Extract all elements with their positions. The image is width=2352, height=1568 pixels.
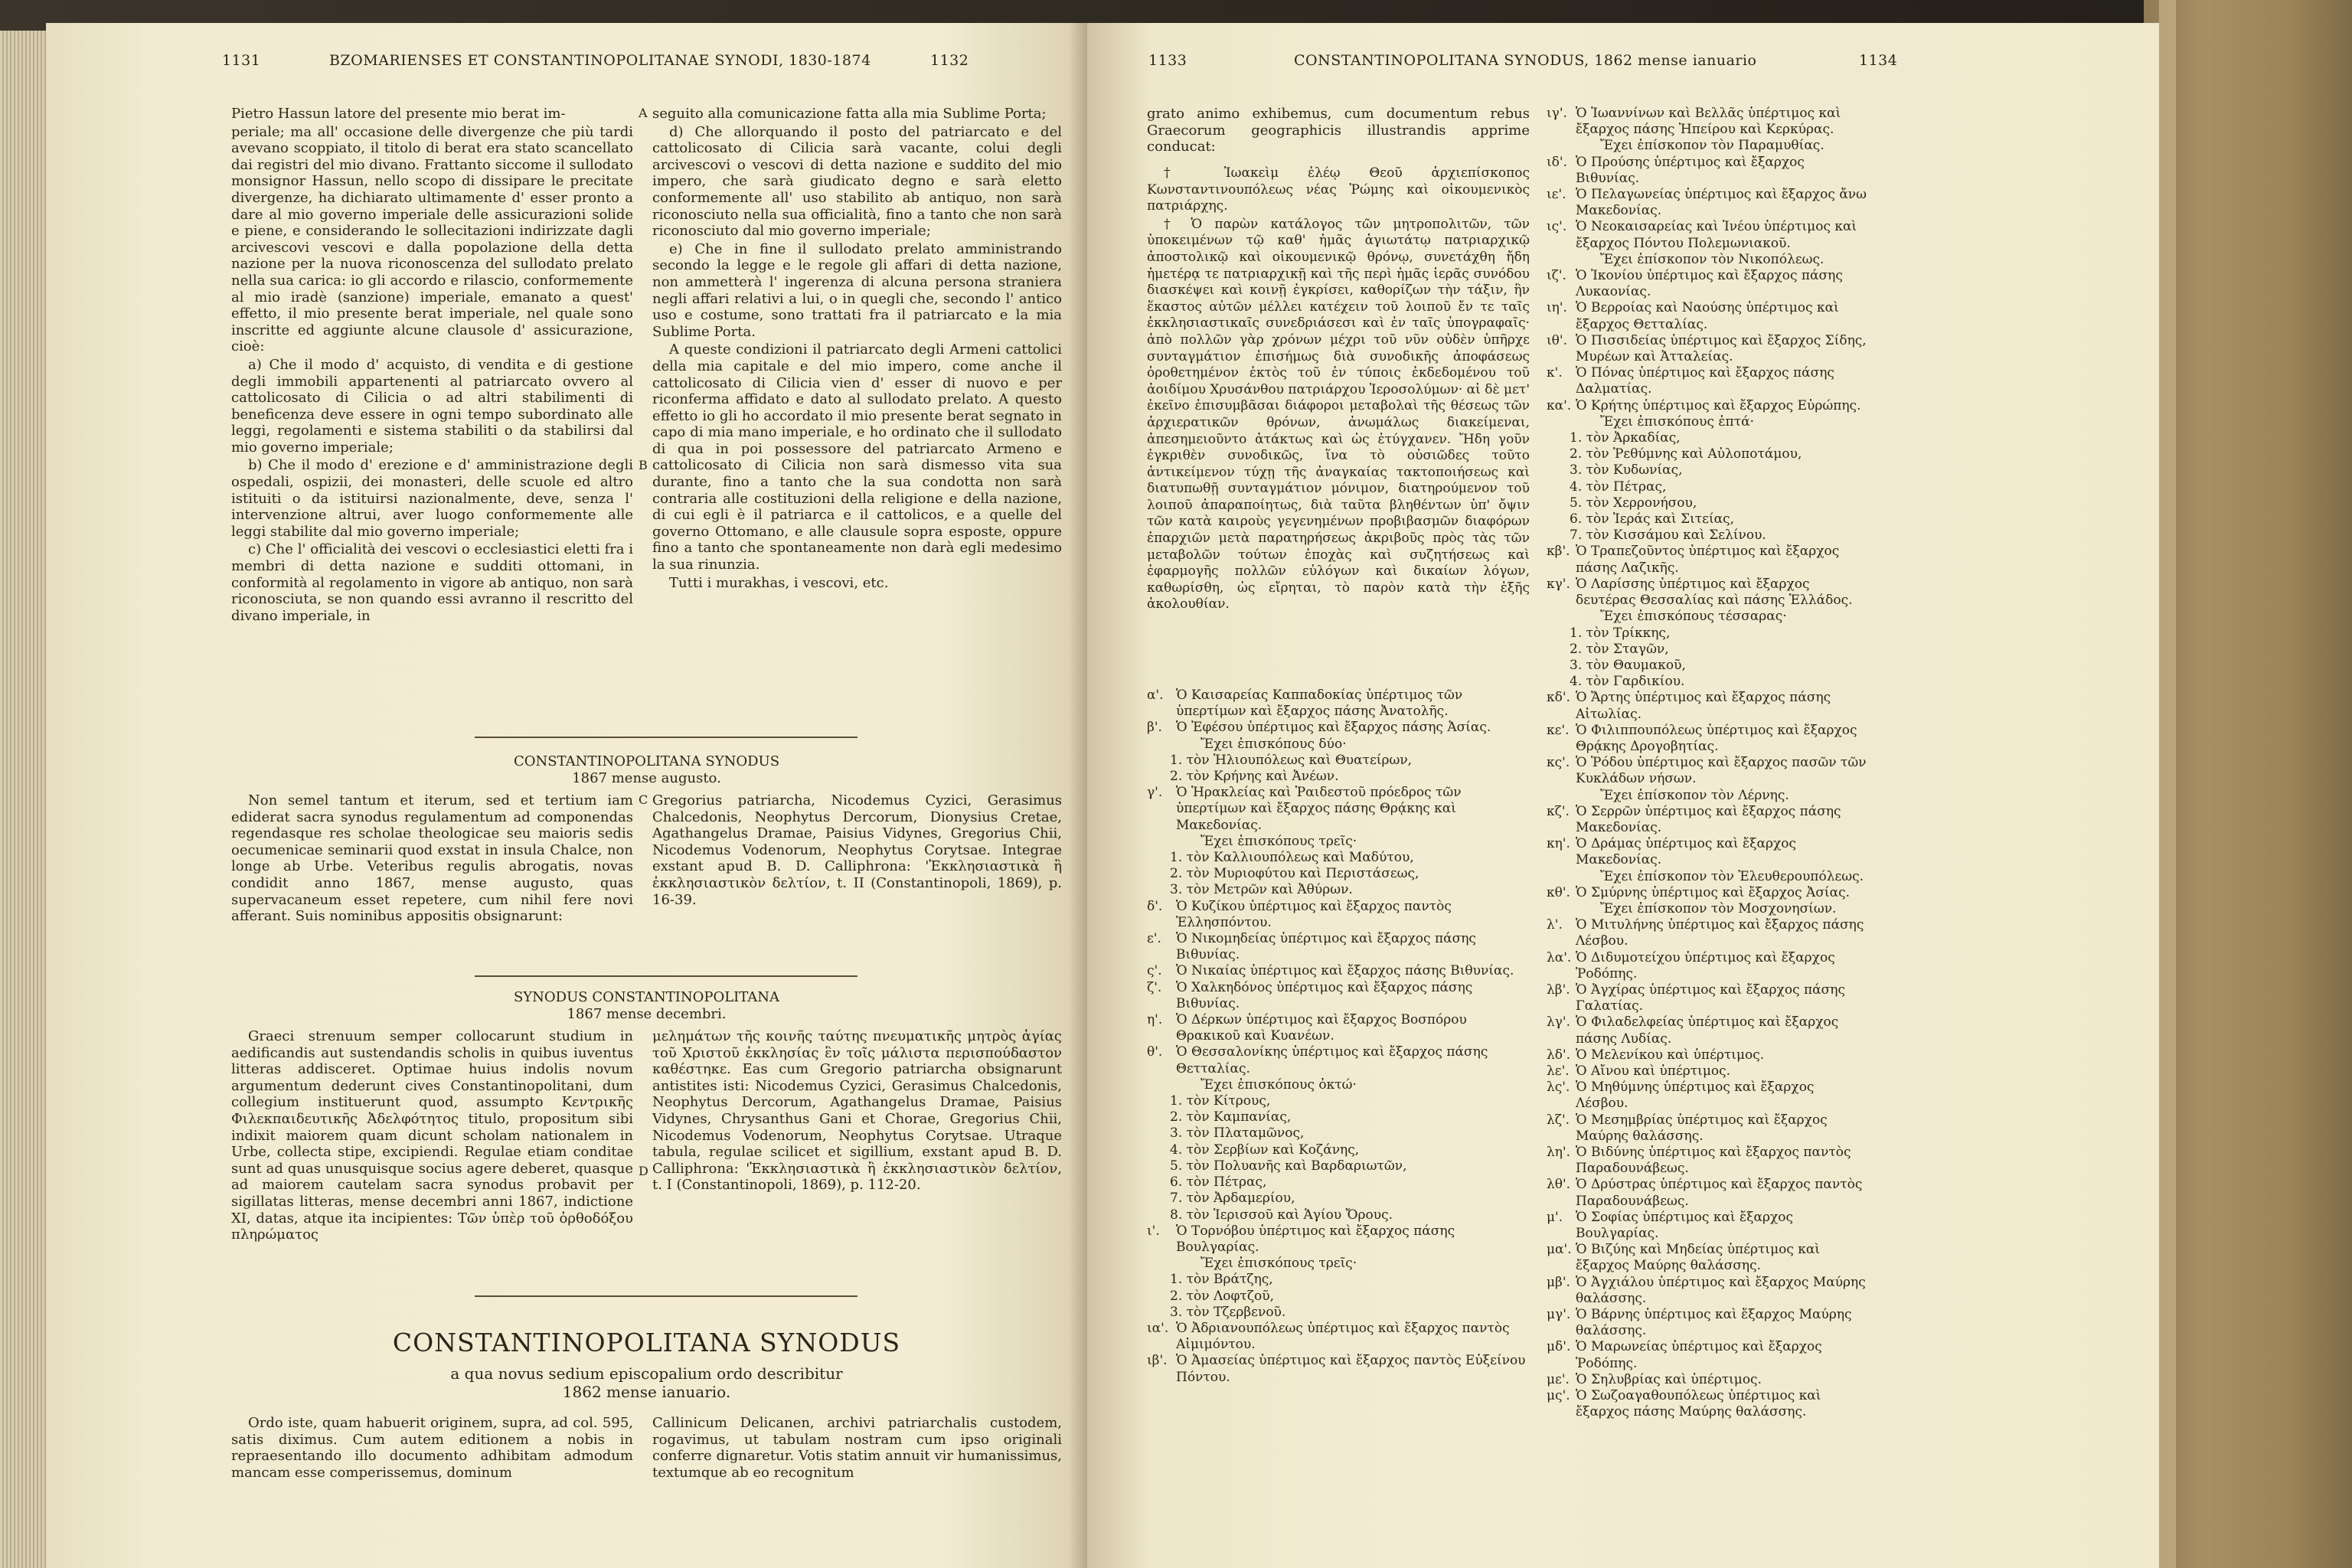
list-subitem: 7. τὸν Ἀρδαμερίου, (1170, 1191, 1295, 1207)
list-subitem: 1. τὸν Ἀρκαδίας, (1570, 430, 1681, 446)
list-entry (1547, 1063, 1868, 1080)
list-entry (1147, 980, 1530, 1012)
entry-number: λς'. (1547, 1080, 1570, 1096)
entry-number: ις'. (1547, 219, 1567, 235)
entry-text: Ὁ Βερροίας καὶ Ναούσης ὑπέρτιμος καὶ ἔξαρχος Θετταλίας. (1576, 300, 1839, 332)
list-subheading: Ἔχει ἐπισκόπους ἑπτά· (1600, 413, 1754, 430)
entry-number: ς'. (1147, 963, 1162, 979)
entry-number: κζ'. (1547, 803, 1570, 819)
list-entry (1547, 804, 1868, 836)
section-title (231, 753, 1062, 787)
list-entry (1547, 1339, 1868, 1371)
list-subitem: 5. τὸν Πολυανῆς καὶ Βαρδαριωτῶν, (1170, 1158, 1407, 1174)
list-entry (1147, 931, 1530, 963)
entry-text: Ὁ Νεοκαισαρείας καὶ Ἰνέου ὑπέρτιμος καὶ ἔξαρχος Πόντου Πολεμωνιακοῦ. (1576, 219, 1857, 251)
list-entry (1147, 688, 1530, 720)
entry-number: ιη'. (1547, 300, 1567, 316)
entry-text: Ὁ Βιδύνης ὑπέρτιμος καὶ ἔξαρχος παντὸς Παραδουνάβεως. (1576, 1145, 1851, 1177)
list-subitem: 3. τὸν Πλαταμῶνος, (1170, 1125, 1305, 1142)
list-entry (1147, 1353, 1530, 1385)
entry-number: ιβ'. (1147, 1353, 1168, 1369)
paragraph: Tutti i murakhas, i vescovi, etc. (669, 574, 889, 591)
entry-number: λε'. (1547, 1063, 1570, 1079)
list-entry (1547, 1372, 1868, 1388)
list-entry (1547, 690, 1868, 722)
list-entry (1547, 1014, 1868, 1047)
main-title: CONSTANTINOPOLITANA SYNODUS (392, 1328, 901, 1357)
list-entry (1147, 1044, 1530, 1076)
section-title (231, 989, 1062, 1023)
entry-number: κθ'. (1547, 884, 1570, 900)
greek-preamble (1147, 165, 1530, 615)
list-subheading: Ἔχει ἐπίσκοπον τὸν Παραμυθίας. (1600, 138, 1824, 154)
entry-text: Ὁ Πελαγωνείας ὑπέρτιμος καὶ ἔξαρχος ἄνω Μακεδονίας. (1576, 187, 1867, 219)
entry-text: Ὁ Ἰωαννίνων καὶ Βελλᾶς ὑπέρτιμος καὶ ἔξαρχος πάσης Ἠπείρου καὶ Κερκύρας. (1576, 106, 1841, 138)
section2-column-a (231, 1028, 633, 1245)
entry-text: Ὁ Θεσσαλονίκης ὑπέρτιμος καὶ ἔξαρχος πάσης Θετταλίας. (1176, 1044, 1488, 1076)
page-number-1132: 1132 (930, 52, 969, 69)
entry-number: γ'. (1147, 785, 1163, 801)
entry-text: Ὁ Πισσιδείας ὑπέρτιμος καὶ ἔξαρχος Σίδης, Μυρέων καὶ Ἀτταλείας. (1576, 332, 1867, 365)
paragraph: b) Che il modo d' erezione e d' amministrazione degli ospedali, ospizii, dei monasteri, delle scuole ed altro istituiti o da istituirsi nazionalmente, deve, senza l' intervenzione altrui, aver luogo conformemente alle leggi stabilite dal mio governo imperiale; (231, 457, 633, 540)
list-entry (1147, 720, 1530, 736)
entry-number: ιδ'. (1547, 154, 1567, 170)
list-subitem: 2. τὸν Λοφτζοῦ, (1170, 1288, 1275, 1304)
section3-column-a (231, 1415, 633, 1482)
entry-number: κα'. (1547, 397, 1572, 413)
entry-number: λδ'. (1547, 1047, 1571, 1063)
entry-text: Ὁ Νικαίας ὑπέρτιμος καὶ ἔξαρχος πάσης Βιθυνίας. (1176, 963, 1514, 979)
subtitle-date: 1862 mense ianuario. (562, 1383, 731, 1401)
entry-number: δ'. (1147, 898, 1163, 914)
list-subitem: 2. τὸν Σταγῶν, (1570, 641, 1669, 657)
section2-column-b (652, 1028, 1062, 1195)
section-heading: CONSTANTINOPOLITANA SYNODUS (513, 753, 780, 769)
entry-number: κβ'. (1547, 544, 1570, 560)
list-entry (1147, 1223, 1530, 1256)
list-entry (1547, 333, 1868, 365)
entry-text: Ὁ Σερρῶν ὑπέρτιμος καὶ ἔξαρχος πάσης Μακεδονίας. (1576, 803, 1841, 835)
list-entry (1547, 187, 1868, 219)
left-page (46, 23, 1095, 1568)
entry-text: Ὁ Ῥόδου ὑπέρτιμος καὶ ἔξαρχος πασῶν τῶν Κυκλάδων νήσων. (1576, 755, 1867, 787)
list-subheading: Ἔχει ἐπισκόπους ὀκτώ· (1200, 1076, 1357, 1093)
entry-text: Ὁ Μεσημβρίας ὑπέρτιμος καὶ ἔξαρχος Μαύρης θαλάσσης. (1576, 1112, 1828, 1144)
metropolitan-list-part1 (1147, 688, 1530, 1386)
list-entry (1547, 1047, 1868, 1063)
left-column-a (231, 106, 633, 626)
entry-number: λα'. (1547, 949, 1572, 965)
entry-text: Ὁ Χαλκηδόνος ὑπέρτιμος καὶ ἔξαρχος πάσης Βιθυνίας. (1176, 979, 1473, 1011)
entry-text: Ὁ Τραπεζοῦντος ὑπέρτιμος καὶ ἔξαρχος πάσης Λαζικῆς. (1576, 544, 1840, 576)
section-heading: SYNODUS CONSTANTINOPOLITANA (513, 989, 780, 1005)
entry-text: Ὁ Βιζύης καὶ Μηδείας ὑπέρτιμος καὶ ἔξαρχος Μαύρης θαλάσσης. (1576, 1242, 1821, 1274)
entry-text: Ὁ Τορνόβου ὑπέρτιμος καὶ ἔξαρχος πάσης Βουλγαρίας. (1176, 1223, 1455, 1255)
paragraph: Pietro Hassun latore del presente mio berat im- (231, 106, 566, 122)
entry-number: ιε'. (1547, 187, 1566, 203)
entry-text: Ὁ Λαρίσσης ὑπέρτιμος καὶ ἔξαρχος δευτέρας Θεσσαλίας καὶ πάσης Ἑλλάδος. (1576, 576, 1853, 609)
entry-text: Ὁ Δέρκων ὑπέρτιμος καὶ ἔξαρχος Βοσπόρου Θρακικοῦ καὶ Κυανέων. (1176, 1012, 1467, 1044)
entry-text: Ὁ Νικομηδείας ὑπέρτιμος καὶ ἔξαρχος πάσης Βιθυνίας. (1176, 931, 1476, 963)
entry-number: λζ'. (1547, 1112, 1570, 1128)
paragraph: d) Che allorquando il posto del patriarcato e del cattolicosato di Cilicia sarà vacante, colui degli arcivescovi o vescovi di detta nazione e suddito del mio impero, che sarà giudicato degno e sarà eletto conformemente all' uso stabilito ab antiquo, non sarà riconosciuto nella sua officialità, fino a tanto che non sarà riconosciuto dal mio governo imperiale; (652, 123, 1062, 240)
entry-text: Ὁ Ἀγχίρας ὑπέρτιμος καὶ ἔξαρχος πάσης Γαλατίας. (1576, 982, 1845, 1014)
list-subitem: 1. τὸν Κίτρους, (1170, 1093, 1271, 1109)
list-entry (1547, 950, 1868, 982)
entry-number: κε'. (1547, 722, 1570, 738)
entry-number: μδ'. (1547, 1339, 1571, 1355)
entry-number: κς'. (1547, 755, 1570, 771)
section1-column-b (652, 792, 1062, 910)
list-subheading: Ἔχει ἐπισκόπους τρεῖς· (1200, 833, 1357, 849)
list-entry (1547, 836, 1868, 868)
paragraph: periale; ma all' occasione delle divergenze che più tardi avevano scoppiato, il titolo di berat era stato scancellato dai registri del mio divano. Frattanto siccome il sullodato monsignor Hassun, nello scopo di dissipare le precitate divergenze, ha dichiarato ultimamente d' esser pronto a dare al mio governo imperiale delle assicurazioni solide e piene, e considerando le sollecitazioni indirizzate dagli arcivescovi vescovi e dalla popolazione della detta nazione per la nuova riconoscenza del sullodato prelato nella sua carica: io gli accordo e rilascio, conformemente al mio iradè (sanzione) imperiale, emanato a quest' effetto, il mio presente berat imperiale, nel quale sono inscritte ed aggiunte alcune clausole d' assicurazione, cioè: (231, 123, 633, 355)
entry-number: μ'. (1547, 1209, 1563, 1225)
paragraph: Ordo iste, quam habuerit originem, supra, ad col. 595, satis diximus. Cum autem editionem a nobis in repraesentando illo documento adhibitam admodum mancam esse comperissemus, dominum (231, 1415, 633, 1481)
page-number-1134: 1134 (1859, 52, 1898, 69)
entry-text: Ὁ Διδυμοτείχου ὑπέρτιμος καὶ ἔξαρχος Ῥοδόπης. (1576, 949, 1835, 982)
entry-number: κδ'. (1547, 690, 1570, 706)
list-subitem: 2. τὸν Κρήνης καὶ Ἀνέων. (1170, 769, 1339, 785)
list-entry (1547, 1242, 1868, 1274)
list-entry (1547, 1145, 1868, 1177)
list-entry (1547, 917, 1868, 949)
entry-number: α'. (1147, 688, 1164, 703)
list-subitem: 1. τὸν Καλλιουπόλεως καὶ Μαδύτου, (1170, 850, 1414, 866)
entry-number: λγ'. (1547, 1014, 1571, 1031)
paragraph: c) Che l' officialità dei vescovi o ecclesiastici eletti fra i membri di detta nazione e sudditi ottomani, in conformità al regolamento in vigore ab antiquo, non sarà riconosciuta, se non quando essi avranno il rescritto del divano imperiale, in (231, 541, 633, 624)
list-entry (1547, 885, 1868, 901)
entry-text: Ὁ Σμύρνης ὑπέρτιμος καὶ ἔξαρχος Ἀσίας. (1576, 884, 1850, 900)
page-number-1131: 1131 (222, 52, 261, 69)
divider (475, 975, 858, 977)
entry-text: Ὁ Πόνας ὑπέρτιμος καὶ ἔξαρχος πάσης Δαλματίας. (1576, 365, 1834, 397)
paragraph: grato animo exhibemus, cum documentum rebus Graecorum geographicis illustrandis apprime conducat: (1147, 106, 1530, 155)
page-number-1133: 1133 (1148, 52, 1187, 69)
list-subheading: Ἔχει ἐπίσκοπον τὸν Λέρνης. (1600, 787, 1789, 803)
entry-number: με'. (1547, 1371, 1570, 1387)
entry-text: Ὁ Κυζίκου ὑπέρτιμος καὶ ἔξαρχος παντὸς Ἑλλησπόντου. (1176, 898, 1452, 930)
entry-text: Ὁ Μιτυλήνης ὑπέρτιμος καὶ ἔξαρχος πάσης Λέσβου. (1576, 917, 1864, 949)
list-subitem: 1. τὸν Τρίκκης, (1570, 625, 1671, 641)
entry-number: ζ'. (1147, 979, 1162, 995)
list-subitem: 8. τὸν Ἱερισσοῦ καὶ Ἁγίου Ὄρους. (1170, 1207, 1393, 1223)
paragraph: a) Che il modo d' acquisto, di vendita e di gestione degli immobili appartenenti al patriarcato ovvero al cattolicosato di Cilicia o ad altri stabilimenti di beneficenza deve essere in ogni tempo subordinato alle leggi, regolamenti e sistema stabiliti o da stabilirsi dal mio governo imperiale; (231, 356, 633, 456)
list-subitem: 5. τὸν Χερρονήσου, (1570, 495, 1697, 511)
list-entry (1547, 365, 1868, 397)
entry-number: β'. (1147, 720, 1162, 736)
entry-text: Ὁ Μελενίκου καὶ ὑπέρτιμος. (1576, 1047, 1765, 1063)
list-subitem: 2. τὸν Καμπανίας, (1170, 1109, 1292, 1125)
entry-number: θ'. (1147, 1044, 1163, 1060)
paragraph: e) Che in fine il sullodato prelato amministrando secondo la legge e le regole gli affari di detta nazione, non ammetterà l' ingerenza di alcuna persona straniera negli affari relativi a lui, o in quegli che, secondo l' antico uso e costume, sono trattati fra il patriarcato e la mia Sublime Porta. (652, 240, 1062, 340)
list-entry (1547, 300, 1868, 332)
entry-text: Ὁ Φιλαδελφείας ὑπέρτιμος καὶ ἔξαρχος πάσης Λυδίας. (1576, 1014, 1839, 1047)
entry-text: Ὁ Ἀμασείας ὑπέρτιμος καὶ ἔξαρχος παντὸς Εὐξείνου Πόντου. (1176, 1353, 1526, 1385)
entry-number: μγ'. (1547, 1307, 1571, 1323)
entry-text: Ὁ Μαρωνείας ὑπέρτιμος καὶ ἔξαρχος Ῥοδόπης. (1576, 1339, 1822, 1371)
list-subitem: 1. τὸν Βράτζης, (1170, 1272, 1273, 1288)
list-subheading: Ἔχει ἐπίσκοπον τὸν Νικοπόλεως. (1600, 251, 1824, 267)
list-entry (1147, 785, 1530, 834)
list-entry (1547, 1307, 1868, 1339)
entry-number: ιζ'. (1547, 268, 1566, 284)
entry-text: Ὁ Ἡρακλείας καὶ Ῥαιδεστοῦ πρόεδρος τῶν ὑπερτίμων καὶ ἔξαρχος πάσης Θρᾴκης καὶ Μακεδονίας. (1176, 785, 1462, 833)
list-entry (1147, 899, 1530, 931)
list-subitem: 3. τὸν Τζερβενοῦ. (1170, 1304, 1286, 1320)
paragraph: μελημάτων τῆς κοινῆς ταύτης πνευματικῆς μητρὸς ἁγίας τοῦ Χριστοῦ ἐκκλησίας ἓν τοῖς μάλιστα περισπούδαστον καθέστηκε. Eas cum Gregorio patriarcha obsignarunt antistites isti: Nicodemus Cyzici, Gerasimus Chalcedonis, Neophytus Dercorum, Agathangelus Dramae, Paisius Vidynes, Chrysanthus Gani et Chorae, Gregorius Chii, Nicodemus Vodenorum, Neophytus Corytsae. Utraque tabula, regulae scilicet et sigillium, exstant apud B. D. Calliphrona: 'Ἐκκλησιαστικὰ ἢ ἐκκλησιαστικὸν δελτίον, t. I (Constantinopoli, 1869), p. 112-20. (652, 1028, 1062, 1194)
list-entry (1547, 155, 1868, 187)
entry-number: λη'. (1547, 1145, 1571, 1160)
running-title: CONSTANTINOPOLITANA SYNODUS, 1862 mense ianuario (1294, 52, 1757, 69)
list-entry (1547, 106, 1868, 138)
paragraph: † Ὁ παρὼν κατάλογος τῶν μητροπολιτῶν, τῶν ὑποκειμένων τῷ καθ' ἡμᾶς ἁγιωτάτῳ πατριαρχικῷ ἀποστολικῷ καὶ οἰκουμενικῷ θρόνῳ, συνετάχθη ἤδη ἡμετέρᾳ τε πατριαρχικῇ καὶ τῆς περὶ ἡμᾶς ἱερᾶς συνόδου διασκέψει καὶ κοινῇ ἐγκρίσει, καθορίζων τὴν τάξιν, ἣν ἕκαστος αὐτῶν μέλλει κατέχειν τοῦ λοιποῦ ἔν τε ταῖς ἐκκλησιαστικαῖς συνεδριάσεσι καὶ ἐν ταῖς ὑπογραφαῖς· ἀπὸ πολλῶν γὰρ χρόνων μέχρι τοῦ νῦν οὐδὲν ὑπῆρχε συνταγμάτιον ἐπισήμως διὰ συνοδικῆς ἀποφάσεως ὁροθετημένον ἐκτὸς τοῦ ἐν τύποις ἐκδεδομένου τοῦ ἀοιδίμου Χρυσάνθου πατριάρχου Ἱεροσολύμων· αἱ δὲ μετ' ἐκεῖνο ἐπισυμβᾶσαι διάφοροι μεταβολαὶ τῆς θέσεως τῶν ἀρχιερατικῶν θρόνων, ἀνωμάλως διακείμεναι, ἀπεσημειοῦντο ἀτάκτως καὶ ὡς ἐτύγχανεν. Ἤδη γοῦν ἐγκριθὲν συνοδικῶς, ἵνα τὸ οὐσιῶδες τοῦτο ἀντικείμενον τύχῃ τῆς ἀναγκαίας τακτοποιήσεως καὶ διατυπωθῇ συνταγμάτιον μόνιμον, διατηρούμενον τοῦ λοιποῦ ἀπαραποίητως, διὰ ταῦτα βληθέντων ὑπ' ὄψιν τῶν κατὰ καιροὺς γεγενημένων προβιβασμῶν διαφόρων ἐπαρχιῶν μετὰ παρατηρήσεως ἀκριβοῦς πρὸς τὰς τῶν μεταβολῶν τούτων ἐποχὰς καὶ συζητήσεως καὶ ἐφαρμογῆς πολλῶν εὐλόγων καὶ δικαίων λόγων, καθωρίσθη, ὡς εἴρηται, τὸ παρὸν κατὰ τὴν ἑξῆς ἀκολουθίαν. (1147, 216, 1530, 612)
list-entry (1547, 1112, 1868, 1145)
entry-text: Ὁ Βάρνης ὑπέρτιμος καὶ ἔξαρχος Μαύρης θαλάσσης. (1576, 1307, 1852, 1339)
list-subitem: 6. τὸν Ἱεράς καὶ Σιτείας, (1570, 511, 1735, 528)
right-intro (1147, 106, 1530, 157)
metropolitan-list-part2 (1547, 106, 1868, 1420)
list-subheading: Ἔχει ἐπισκόπους τέσσαρας· (1600, 609, 1787, 625)
paragraph: Graeci strenuum semper collocarunt studium in aedificandis aut sustendandis scholis in quibus iuventus litteras addisceret. Optimae huius indolis novum argumentum dederunt cives Constantinopolitani, dum collegium instituerunt quod, assumpto Κεντρικῆς Φιλεκπαιδευτικῆς Ἀδελφότητος titulo, propositum sibi indixit maiorem quam dicunt scholam nationalem in Urbe, collecta stipe, excipiendi. Regulae etiam conditae sunt ad quas unusquisque socius agere deberet, quasque ad maiorem cautelam sacra synodus probavit per sigillatas litteras, mense decembri anni 1867, indictione XI, datas, atque ita incipientes: Τῶν ὑπὲρ τοῦ ὀρθοδόξου πληρώματος (231, 1028, 633, 1243)
entry-number: η'. (1147, 1012, 1163, 1028)
list-entry (1547, 1275, 1868, 1307)
entry-text: Ὁ Μηθύμνης ὑπέρτιμος καὶ ἔξαρχος Λέσβου. (1576, 1080, 1815, 1112)
entry-number: κγ'. (1547, 576, 1570, 592)
right-page (1087, 23, 2159, 1568)
section3-column-b (652, 1415, 1062, 1482)
list-subitem: 2. τὸν Ῥεθύμνης καὶ Αὐλοποτάμου, (1570, 446, 1802, 462)
margin-letter-c: C (639, 792, 648, 807)
list-entry (1547, 544, 1868, 576)
entry-text: Ὁ Ἄρτης ὑπέρτιμος καὶ ἔξαρχος πάσης Αἰτωλίας. (1576, 690, 1831, 722)
list-entry (1547, 1177, 1868, 1209)
entry-number: κη'. (1547, 836, 1570, 852)
list-entry (1547, 982, 1868, 1014)
paragraph: Gregorius patriarcha, Nicodemus Cyzici, Gerasimus Chalcedonis, Neophytus Dercorum, Dionysius Cretae, Agathangelus Dramae, Paisius Vidynes, Gregorius Chii, Nicodemus Vodenorum, Neophytus Corytsae. Integrae exstant apud B. D. Calliphrona: 'Ἐκκλησιαστικὰ ἢ ἐκκλησιαστικὸν δελτίον, t. II (Constantinopoli, 1869), p. 16-39. (652, 792, 1062, 908)
entry-number: λβ'. (1547, 982, 1570, 998)
list-entry (1147, 1321, 1530, 1353)
section1-column-a (231, 792, 633, 926)
divider (475, 737, 858, 738)
entry-text: Ὁ Προύσης ὑπέρτιμος καὶ ἔξαρχος Βιθυνίας. (1576, 154, 1805, 186)
list-subitem: 4. τὸν Πέτρας, (1570, 479, 1667, 495)
entry-text: Ὁ Αἴνου καὶ ὑπέρτιμος. (1576, 1063, 1731, 1079)
paragraph: A queste condizioni il patriarcato degli Armeni cattolici della mia capitale e del mio impero, come anche il cattolicosato di Cilicia vien d' esser di nuovo e per riconferma affidato e dato al sullodato prelato. A questo effetto io gli ho accordato il mio presente berat segnato in capo di mia mano imperiale, e ho ordinato che il sullodato di qua in poi possessore del patriarcato Armeno e cattolicosato di Cilicia non sarà dismesso vita sua durante, fino a tanto che la sua condotta non sarà contraria alle costituzioni della religione e della nazione, di cui egli è il patriarca e il cattolicos, e a quelle del governo Ottomano, e alle clausule sopra esposte, oppure fino a tanto che spontaneamente non darà egli medesimo la sua rinunzia. (652, 341, 1062, 573)
entry-text: Ὁ Ἀγχιάλου ὑπέρτιμος καὶ ἔξαρχος Μαύρης θαλάσσης. (1576, 1274, 1866, 1306)
list-subitem: 6. τὸν Πέτρας, (1170, 1174, 1267, 1191)
cover-edge (2159, 0, 2176, 1568)
margin-letter-a: A (639, 106, 648, 120)
list-entry (1547, 1080, 1868, 1112)
list-entry (1547, 723, 1868, 755)
list-entry (1547, 1210, 1868, 1242)
paragraph: seguito alla comunicazione fatta alla mia Sublime Porta; (652, 106, 1047, 122)
entry-text: Ὁ Ἀδριανουπόλεως ὑπέρτιμος καὶ ἔξαρχος παντὸς Αἱμιμόντου. (1176, 1320, 1510, 1353)
list-entry (1547, 219, 1868, 251)
subtitle-line: a qua novus sedium episcopalium ordo describitur (450, 1364, 843, 1383)
list-subitem: 3. τὸν Θαυμακοῦ, (1570, 657, 1686, 673)
entry-text: Ὁ Δρύστρας ὑπέρτιμος καὶ ἔξαρχος παντὸς Παραδουνάβεως. (1576, 1177, 1863, 1209)
entry-number: ια'. (1147, 1320, 1169, 1336)
left-column-b (652, 106, 1062, 593)
list-subitem: 4. τὸν Σερβίων καὶ Κοζάνης, (1170, 1142, 1360, 1158)
entry-number: κ'. (1547, 365, 1563, 381)
section-date: 1867 mense augusto. (572, 770, 721, 786)
entry-number: μβ'. (1547, 1274, 1570, 1290)
entry-number: ι'. (1147, 1223, 1160, 1239)
margin-letter-d: D (639, 1164, 648, 1178)
entry-text: Ὁ Καισαρείας Καππαδοκίας ὑπέρτιμος τῶν ὑπερτίμων καὶ ἔξαρχος πάσης Ἀνατολῆς. (1176, 688, 1463, 720)
main-subtitle (231, 1364, 1062, 1401)
list-entry (1547, 398, 1868, 414)
list-subitem: 3. τὸν Μετρῶν καὶ Ἀθύρων. (1170, 882, 1353, 898)
margin-letter-b: B (639, 458, 648, 472)
running-title: BZOMARIENSES ET CONSTANTINOPOLITANAE SYNODI, 1830-1874 (329, 52, 871, 69)
list-entry (1547, 268, 1868, 300)
list-subitem: 1. τὸν Ἡλιουπόλεως καὶ Θυατείρων, (1170, 752, 1413, 768)
section-date: 1867 mense decembri. (567, 1006, 727, 1022)
list-subitem: 7. τὸν Κισσάμου καὶ Σελίνου. (1570, 528, 1766, 544)
entry-text: Ὁ Σωζοαγαθουπόλεως ὑπέρτιμος καὶ ἔξαρχος πάσης Μαύρης θαλάσσης. (1576, 1388, 1821, 1420)
entry-number: μα'. (1547, 1242, 1572, 1258)
entry-text: Ὁ Ἐφέσου ὑπέρτιμος καὶ ἔξαρχος πάσης Ἀσίας. (1176, 720, 1491, 736)
paragraph: Callinicum Delicanen, archivi patriarchalis custodem, rogavimus, ut tabulam nostram cum ipso originali conferre dignaretur. Votis statim annuit vir humanissimus, textumque ab eo recognitum (652, 1415, 1062, 1481)
entry-number: λθ'. (1547, 1177, 1571, 1193)
divider (475, 1295, 858, 1297)
entry-text: Ὁ Σηλυβρίας καὶ ὑπέρτιμος. (1576, 1371, 1762, 1387)
list-subitem: 4. τὸν Γαρδικίου. (1570, 674, 1685, 690)
list-entry (1147, 1012, 1530, 1044)
list-subheading: Ἔχει ἐπισκόπους δύο· (1200, 736, 1347, 752)
list-entry (1147, 963, 1530, 979)
entry-text: Ὁ Ἰκονίου ὑπέρτιμος καὶ ἔξαρχος πάσης Λυκαονίας. (1576, 268, 1843, 300)
entry-text: Ὁ Δράμας ὑπέρτιμος καὶ ἔξαρχος Μακεδονίας. (1576, 836, 1796, 868)
entry-text: Ὁ Σοφίας ὑπέρτιμος καὶ ἔξαρχος Βουλγαρίας. (1576, 1209, 1794, 1242)
list-subheading: Ἔχει ἐπισκόπους τρεῖς· (1200, 1256, 1357, 1272)
list-subheading: Ἔχει ἐπίσκοπον τὸν Μοσχονησίων. (1600, 900, 1837, 916)
list-subitem: 2. τὸν Μυριοφύτου καὶ Περιστάσεως, (1170, 866, 1419, 882)
entry-number: μς'. (1547, 1388, 1570, 1404)
list-entry (1547, 755, 1868, 787)
entry-text: Ὁ Φιλιππουπόλεως ὑπέρτιμος καὶ ἔξαρχος Θρᾴκης Δρογοβητίας. (1576, 722, 1857, 754)
paragraph: † Ἰωακεὶμ ἐλέῳ Θεοῦ ἀρχιεπίσκοπος Κωνσταντινουπόλεως νέας Ῥώμης καὶ οἰκουμενικὸς πατριάρχης. (1147, 165, 1530, 214)
list-subitem: 3. τὸν Κυδωνίας, (1570, 462, 1683, 479)
list-entry (1547, 1388, 1868, 1420)
entry-number: ιθ'. (1547, 332, 1567, 348)
entry-number: ιγ'. (1547, 106, 1567, 121)
list-subheading: Ἔχει ἐπίσκοπον τὸν Ἐλευθερουπόλεως. (1600, 868, 1864, 884)
list-entry (1547, 577, 1868, 609)
entry-number: λ'. (1547, 917, 1563, 933)
entry-number: ε'. (1147, 931, 1161, 947)
paragraph: Non semel tantum et iterum, sed et tertium iam ediderat sacra synodus regulamentum ad componendas regendasque res scholae theologicae seu maioris sedis oecumenicae seminarii quod exstat in insula Chalce, non longe ab Urbe. Veteribus regulis abrogatis, novas condidit anno 1867, mense augusto, quas supervacaneum esset repetere, cum nihil fere novi afferant. Suis nominibus appositis obsignarunt: (231, 792, 633, 925)
entry-text: Ὁ Κρήτης ὑπέρτιμος καὶ ἔξαρχος Εὐρώπης. (1576, 397, 1861, 413)
